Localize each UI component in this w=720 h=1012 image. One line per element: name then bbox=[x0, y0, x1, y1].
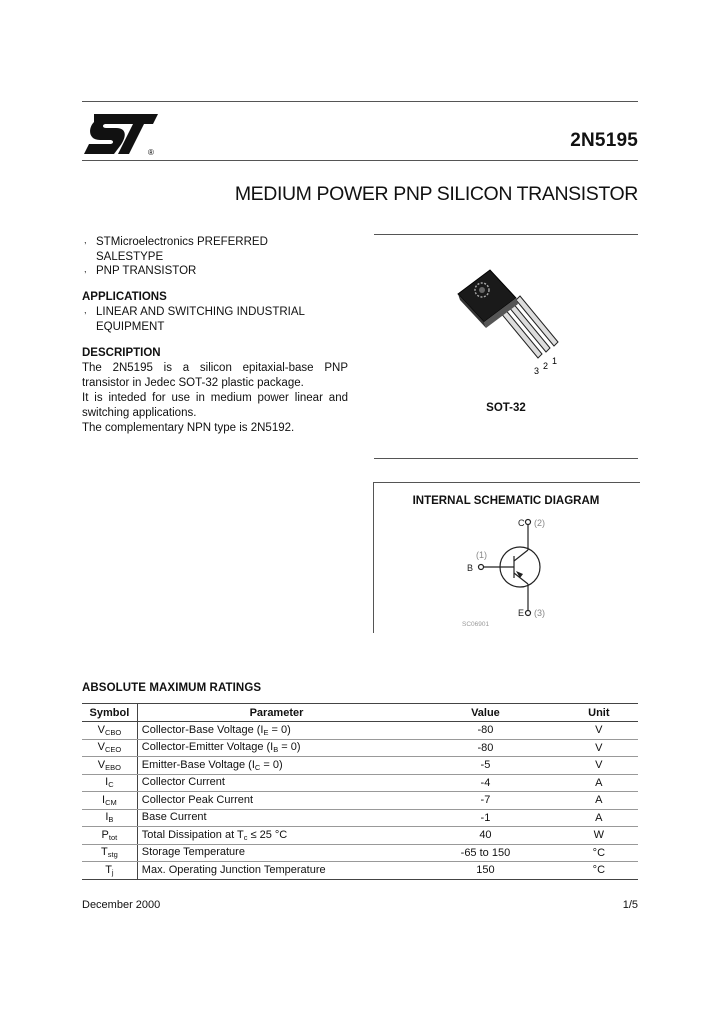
parameter-text: Total Dissipation at T bbox=[141, 828, 244, 841]
symbol-cell bbox=[82, 809, 137, 827]
description-paragraph: It is inteded for use in medium power linear and switching applications. bbox=[82, 392, 348, 419]
feature-item: , STMicroelectronics PREFERRED SALESTYPE bbox=[82, 235, 296, 264]
schematic-code: SC06901 bbox=[462, 621, 490, 628]
unit-cell: V bbox=[560, 722, 638, 740]
transistor-symbol bbox=[440, 510, 570, 630]
description-paragraph: The complementary NPN type is 2N5192. bbox=[82, 422, 295, 435]
st-logo bbox=[82, 108, 162, 160]
ratings-heading: ABSOLUTE MAXIMUM RATINGS bbox=[82, 682, 262, 694]
unit-cell: A bbox=[560, 792, 638, 810]
symbol-letter: T bbox=[101, 846, 108, 859]
svg-text:®: ® bbox=[148, 148, 154, 157]
symbol-cell bbox=[82, 722, 137, 740]
table-row bbox=[82, 774, 638, 792]
column-header-unit: Unit bbox=[560, 704, 638, 722]
parameter-text: Emitter-Base Voltage (I bbox=[141, 758, 255, 771]
ratings-table-body bbox=[82, 722, 638, 880]
applications-heading: APPLICATIONS bbox=[82, 291, 167, 303]
footer-page-number: 1/5 bbox=[622, 899, 638, 911]
parameter-text: Collector-Emitter Voltage (I bbox=[141, 741, 274, 754]
table-row bbox=[82, 862, 638, 880]
symbol-cell bbox=[82, 774, 137, 792]
symbol-cell bbox=[82, 792, 137, 810]
parameter-cell bbox=[137, 792, 411, 810]
description-heading: DESCRIPTION bbox=[82, 347, 161, 359]
parameter-condition: ≤ 25 °C bbox=[247, 828, 288, 841]
table-row bbox=[82, 792, 638, 810]
parameter-subscript: c bbox=[243, 832, 248, 842]
parameter-text: Collector Current bbox=[141, 776, 225, 789]
parameter-cell bbox=[137, 757, 411, 775]
symbol-letter: V bbox=[97, 723, 105, 736]
footer-date: December 2000 bbox=[82, 899, 161, 911]
package-label: SOT-32 bbox=[486, 402, 526, 414]
header-bottom-rule bbox=[82, 160, 638, 161]
header-top-rule bbox=[82, 101, 638, 102]
symbol-letter: I bbox=[105, 811, 109, 824]
parameter-condition: = 0) bbox=[260, 758, 283, 771]
symbol-subscript: stg bbox=[107, 850, 118, 860]
collector-pin: (2) bbox=[534, 518, 545, 528]
ratings-table bbox=[82, 703, 638, 880]
value-cell: -1 bbox=[411, 809, 560, 827]
value-cell: -80 bbox=[411, 739, 560, 757]
value-cell: 40 bbox=[411, 827, 560, 845]
symbol-subscript: tot bbox=[108, 832, 118, 842]
symbol-cell bbox=[82, 739, 137, 757]
parameter-cell bbox=[137, 827, 411, 845]
unit-cell: V bbox=[560, 739, 638, 757]
sot32-package-drawing bbox=[450, 268, 570, 388]
symbol-letter: V bbox=[97, 741, 105, 754]
document-title: MEDIUM POWER PNP SILICON TRANSISTOR bbox=[234, 183, 638, 205]
symbol-letter: I bbox=[105, 776, 109, 789]
parameter-cell bbox=[137, 809, 411, 827]
parameter-subscript: B bbox=[273, 745, 279, 755]
application-item: , LINEAR AND SWITCHING INDUSTRIAL EQUIPMENT bbox=[82, 305, 326, 334]
parameter-subscript: E bbox=[263, 727, 269, 737]
symbol-subscript: CM bbox=[105, 797, 117, 807]
parameter-condition: = 0) bbox=[278, 741, 301, 754]
symbol-letter: P bbox=[101, 828, 109, 841]
symbol-cell bbox=[82, 827, 137, 845]
applications-list bbox=[82, 305, 362, 334]
value-cell: -4 bbox=[411, 774, 560, 792]
parameter-text: Storage Temperature bbox=[141, 846, 245, 859]
column-header-parameter: Parameter bbox=[137, 704, 411, 722]
column-header-value: Value bbox=[411, 704, 560, 722]
table-row bbox=[82, 722, 638, 740]
column-header-symbol: Symbol bbox=[82, 704, 137, 722]
table-row bbox=[82, 739, 638, 757]
value-cell: -5 bbox=[411, 757, 560, 775]
collector-label: C bbox=[518, 518, 525, 528]
feature-item: , PNP TRANSISTOR bbox=[82, 264, 362, 279]
parameter-cell bbox=[137, 739, 411, 757]
pin-label: 2 bbox=[543, 361, 549, 371]
value-cell: -80 bbox=[411, 722, 560, 740]
part-number: 2N5195 bbox=[570, 130, 638, 151]
symbol-cell bbox=[82, 844, 137, 862]
feature-list bbox=[82, 235, 362, 279]
symbol-subscript: C bbox=[108, 780, 114, 790]
symbol-letter: T bbox=[105, 863, 112, 876]
symbol-letter: V bbox=[97, 758, 106, 771]
unit-cell: W bbox=[560, 827, 638, 845]
description-text bbox=[82, 361, 348, 437]
emitter-pin: (3) bbox=[534, 608, 545, 618]
unit-cell: °C bbox=[560, 844, 638, 862]
parameter-cell bbox=[137, 774, 411, 792]
base-label: B bbox=[467, 563, 474, 573]
base-pin: (1) bbox=[476, 550, 487, 560]
symbol-subscript: CEO bbox=[104, 745, 122, 755]
parameter-cell bbox=[137, 862, 411, 880]
table-header-row bbox=[82, 704, 638, 722]
unit-cell: A bbox=[560, 774, 638, 792]
parameter-subscript: C bbox=[254, 762, 261, 772]
pin-label: 3 bbox=[534, 366, 540, 376]
table-row bbox=[82, 844, 638, 862]
parameter-text: Base Current bbox=[141, 811, 207, 824]
parameter-text: Collector-Base Voltage (I bbox=[141, 723, 264, 736]
unit-cell: °C bbox=[560, 862, 638, 880]
value-cell: 150 bbox=[411, 862, 560, 880]
parameter-condition: = 0) bbox=[268, 723, 291, 736]
table-row bbox=[82, 809, 638, 827]
package-bottom-rule bbox=[374, 458, 638, 459]
parameter-cell bbox=[137, 844, 411, 862]
table-row bbox=[82, 827, 638, 845]
description-paragraph: The 2N5195 is a silicon epitaxial-base PNP transistor in Jedec SOT-32 plastic package. bbox=[82, 362, 348, 389]
symbol-cell bbox=[82, 757, 137, 775]
value-cell: -65 to 150 bbox=[411, 844, 560, 862]
unit-cell: A bbox=[560, 809, 638, 827]
symbol-letter: I bbox=[102, 793, 106, 806]
emitter-label: E bbox=[518, 608, 525, 618]
symbol-subscript: j bbox=[111, 867, 114, 877]
pin-label: 1 bbox=[552, 356, 558, 366]
parameter-text: Collector Peak Current bbox=[141, 793, 254, 806]
value-cell: -7 bbox=[411, 792, 560, 810]
package-top-rule bbox=[374, 234, 638, 235]
schematic-title: INTERNAL SCHEMATIC DIAGRAM bbox=[412, 495, 600, 507]
table-row bbox=[82, 757, 638, 775]
symbol-subscript: B bbox=[108, 815, 114, 825]
symbol-cell bbox=[82, 862, 137, 880]
unit-cell: V bbox=[560, 757, 638, 775]
symbol-subscript: EBO bbox=[105, 762, 121, 772]
parameter-text: Max. Operating Junction Temperature bbox=[141, 863, 326, 876]
symbol-subscript: CBO bbox=[104, 727, 122, 737]
parameter-cell bbox=[137, 722, 411, 740]
